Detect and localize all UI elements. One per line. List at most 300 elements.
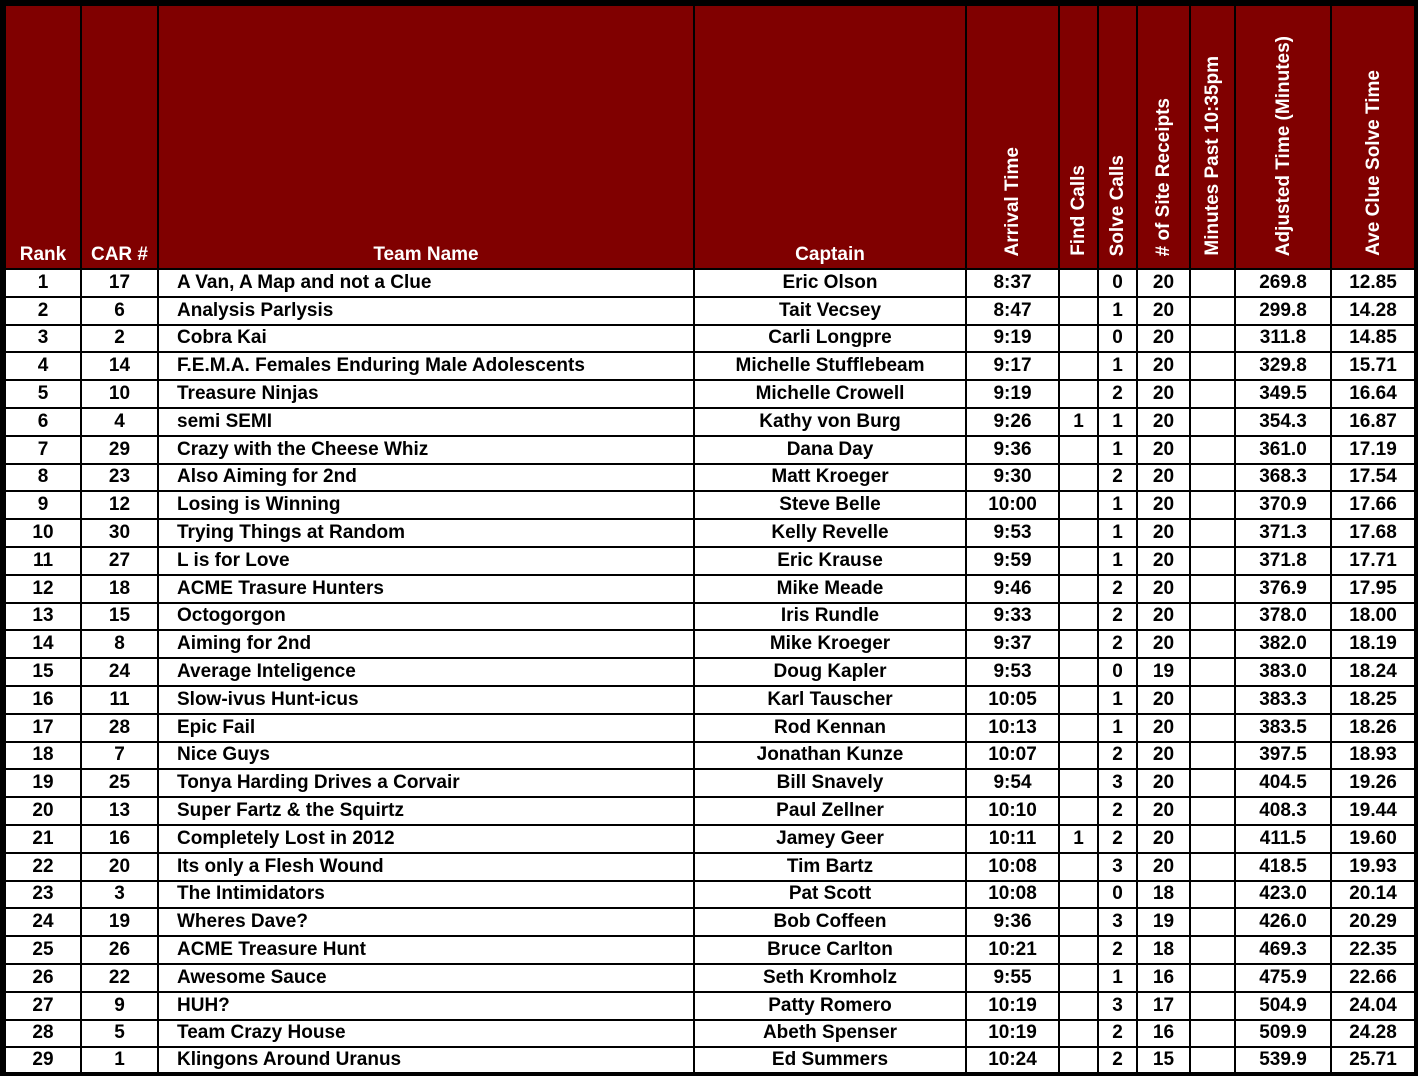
cell-captain: Eric Olson	[694, 269, 966, 297]
cell-team-name: Cobra Kai	[158, 325, 694, 353]
cell-ave-clue-solve-time: 19.93	[1331, 853, 1415, 881]
cell-site-receipts: 19	[1137, 658, 1190, 686]
cell-minutes-past	[1190, 908, 1235, 936]
cell-find-calls: 1	[1059, 825, 1098, 853]
cell-rank: 20	[5, 797, 81, 825]
cell-find-calls	[1059, 547, 1098, 575]
cell-find-calls	[1059, 380, 1098, 408]
cell-solve-calls: 1	[1098, 436, 1137, 464]
cell-minutes-past	[1190, 630, 1235, 658]
cell-car-number: 17	[81, 269, 158, 297]
table-row	[5, 769, 1415, 797]
cell-arrival-time: 9:36	[966, 908, 1059, 936]
cell-arrival-time: 10:21	[966, 936, 1059, 964]
cell-arrival-time: 9:37	[966, 630, 1059, 658]
cell-car-number: 13	[81, 797, 158, 825]
cell-captain: Iris Rundle	[694, 603, 966, 631]
table-row	[5, 436, 1415, 464]
cell-adjusted-time: 509.9	[1235, 1020, 1331, 1048]
cell-rank: 12	[5, 575, 81, 603]
cell-arrival-time: 8:37	[966, 269, 1059, 297]
cell-car-number: 9	[81, 992, 158, 1020]
table-row	[5, 742, 1415, 770]
cell-arrival-time: 10:05	[966, 686, 1059, 714]
cell-arrival-time: 9:53	[966, 658, 1059, 686]
cell-solve-calls: 1	[1098, 714, 1137, 742]
cell-site-receipts: 15	[1137, 1047, 1190, 1073]
cell-rank: 5	[5, 380, 81, 408]
cell-minutes-past	[1190, 297, 1235, 325]
cell-minutes-past	[1190, 325, 1235, 353]
cell-ave-clue-solve-time: 20.14	[1331, 881, 1415, 909]
cell-rank: 27	[5, 992, 81, 1020]
cell-rank: 29	[5, 1047, 81, 1073]
cell-find-calls	[1059, 658, 1098, 686]
cell-ave-clue-solve-time: 19.26	[1331, 769, 1415, 797]
cell-minutes-past	[1190, 408, 1235, 436]
header-find-calls-label: Find Calls	[1068, 165, 1089, 256]
cell-site-receipts: 20	[1137, 436, 1190, 464]
header-arrival-time-label: Arrival Time	[1002, 146, 1023, 256]
cell-solve-calls: 2	[1098, 603, 1137, 631]
header-minutes-past-label: Minutes Past 10:35pm	[1202, 56, 1223, 256]
cell-team-name: Crazy with the Cheese Whiz	[158, 436, 694, 464]
cell-minutes-past	[1190, 519, 1235, 547]
cell-arrival-time: 9:30	[966, 464, 1059, 492]
cell-captain: Tait Vecsey	[694, 297, 966, 325]
cell-team-name: A Van, A Map and not a Clue	[158, 269, 694, 297]
cell-car-number: 8	[81, 630, 158, 658]
cell-car-number: 10	[81, 380, 158, 408]
cell-arrival-time: 10:08	[966, 881, 1059, 909]
cell-solve-calls: 3	[1098, 908, 1137, 936]
cell-team-name: ACME Trasure Hunters	[158, 575, 694, 603]
table-row	[5, 464, 1415, 492]
cell-captain: Patty Romero	[694, 992, 966, 1020]
cell-minutes-past	[1190, 992, 1235, 1020]
cell-adjusted-time: 408.3	[1235, 797, 1331, 825]
cell-adjusted-time: 426.0	[1235, 908, 1331, 936]
cell-minutes-past	[1190, 352, 1235, 380]
cell-adjusted-time: 404.5	[1235, 769, 1331, 797]
cell-minutes-past	[1190, 742, 1235, 770]
cell-car-number: 4	[81, 408, 158, 436]
cell-captain: Steve Belle	[694, 491, 966, 519]
cell-arrival-time: 9:55	[966, 964, 1059, 992]
cell-minutes-past	[1190, 269, 1235, 297]
cell-site-receipts: 16	[1137, 1020, 1190, 1048]
cell-adjusted-time: 475.9	[1235, 964, 1331, 992]
cell-minutes-past	[1190, 853, 1235, 881]
table-row	[5, 1020, 1415, 1048]
cell-ave-clue-solve-time: 17.95	[1331, 575, 1415, 603]
table-header	[5, 5, 1415, 269]
table-row	[5, 964, 1415, 992]
header-minutes-past	[1190, 5, 1235, 269]
cell-site-receipts: 18	[1137, 936, 1190, 964]
header-site-receipts	[1137, 5, 1190, 269]
header-adjusted-time	[1235, 5, 1331, 269]
cell-minutes-past	[1190, 603, 1235, 631]
cell-car-number: 12	[81, 491, 158, 519]
cell-rank: 8	[5, 464, 81, 492]
cell-ave-clue-solve-time: 12.85	[1331, 269, 1415, 297]
table-row	[5, 825, 1415, 853]
cell-find-calls	[1059, 352, 1098, 380]
cell-adjusted-time: 370.9	[1235, 491, 1331, 519]
cell-find-calls	[1059, 853, 1098, 881]
cell-captain: Bill Snavely	[694, 769, 966, 797]
table-row	[5, 325, 1415, 353]
cell-car-number: 29	[81, 436, 158, 464]
cell-captain: Tim Bartz	[694, 853, 966, 881]
cell-arrival-time: 10:10	[966, 797, 1059, 825]
cell-minutes-past	[1190, 964, 1235, 992]
cell-solve-calls: 2	[1098, 1047, 1137, 1073]
cell-ave-clue-solve-time: 16.64	[1331, 380, 1415, 408]
cell-captain: Ed Summers	[694, 1047, 966, 1073]
cell-arrival-time: 10:13	[966, 714, 1059, 742]
cell-ave-clue-solve-time: 22.66	[1331, 964, 1415, 992]
cell-minutes-past	[1190, 575, 1235, 603]
table-row	[5, 491, 1415, 519]
cell-ave-clue-solve-time: 14.28	[1331, 297, 1415, 325]
cell-captain: Jonathan Kunze	[694, 742, 966, 770]
cell-site-receipts: 20	[1137, 547, 1190, 575]
cell-car-number: 6	[81, 297, 158, 325]
cell-solve-calls: 1	[1098, 547, 1137, 575]
cell-site-receipts: 19	[1137, 908, 1190, 936]
cell-arrival-time: 8:47	[966, 297, 1059, 325]
cell-ave-clue-solve-time: 18.25	[1331, 686, 1415, 714]
cell-team-name: Wheres Dave?	[158, 908, 694, 936]
cell-rank: 16	[5, 686, 81, 714]
cell-rank: 18	[5, 742, 81, 770]
cell-rank: 7	[5, 436, 81, 464]
cell-solve-calls: 2	[1098, 630, 1137, 658]
cell-team-name: F.E.M.A. Females Enduring Male Adolescents	[158, 352, 694, 380]
cell-site-receipts: 20	[1137, 825, 1190, 853]
header-solve-calls	[1098, 5, 1137, 269]
cell-find-calls	[1059, 936, 1098, 964]
cell-captain: Doug Kapler	[694, 658, 966, 686]
cell-minutes-past	[1190, 797, 1235, 825]
cell-captain: Karl Tauscher	[694, 686, 966, 714]
cell-find-calls	[1059, 686, 1098, 714]
cell-minutes-past	[1190, 380, 1235, 408]
cell-team-name: Awesome Sauce	[158, 964, 694, 992]
cell-ave-clue-solve-time: 24.04	[1331, 992, 1415, 1020]
cell-site-receipts: 20	[1137, 352, 1190, 380]
cell-rank: 3	[5, 325, 81, 353]
cell-adjusted-time: 397.5	[1235, 742, 1331, 770]
cell-solve-calls: 1	[1098, 408, 1137, 436]
cell-ave-clue-solve-time: 18.26	[1331, 714, 1415, 742]
cell-adjusted-time: 383.5	[1235, 714, 1331, 742]
table-row	[5, 380, 1415, 408]
cell-captain: Kelly Revelle	[694, 519, 966, 547]
cell-ave-clue-solve-time: 22.35	[1331, 936, 1415, 964]
cell-captain: Dana Day	[694, 436, 966, 464]
cell-find-calls	[1059, 714, 1098, 742]
cell-rank: 1	[5, 269, 81, 297]
cell-car-number: 24	[81, 658, 158, 686]
cell-rank: 10	[5, 519, 81, 547]
cell-solve-calls: 3	[1098, 853, 1137, 881]
cell-site-receipts: 20	[1137, 853, 1190, 881]
cell-minutes-past	[1190, 547, 1235, 575]
header-find-calls	[1059, 5, 1098, 269]
cell-site-receipts: 20	[1137, 519, 1190, 547]
cell-car-number: 26	[81, 936, 158, 964]
cell-captain: Bruce Carlton	[694, 936, 966, 964]
cell-site-receipts: 20	[1137, 269, 1190, 297]
table-row	[5, 603, 1415, 631]
cell-find-calls	[1059, 992, 1098, 1020]
cell-rank: 17	[5, 714, 81, 742]
cell-site-receipts: 20	[1137, 797, 1190, 825]
cell-arrival-time: 9:19	[966, 325, 1059, 353]
table-row	[5, 853, 1415, 881]
cell-adjusted-time: 378.0	[1235, 603, 1331, 631]
cell-adjusted-time: 269.8	[1235, 269, 1331, 297]
cell-find-calls	[1059, 630, 1098, 658]
cell-rank: 14	[5, 630, 81, 658]
cell-arrival-time: 9:36	[966, 436, 1059, 464]
cell-ave-clue-solve-time: 24.28	[1331, 1020, 1415, 1048]
cell-find-calls	[1059, 797, 1098, 825]
cell-team-name: HUH?	[158, 992, 694, 1020]
cell-team-name: Trying Things at Random	[158, 519, 694, 547]
cell-rank: 22	[5, 853, 81, 881]
header-captain: Captain	[694, 5, 966, 269]
cell-find-calls	[1059, 881, 1098, 909]
cell-team-name: Klingons Around Uranus	[158, 1047, 694, 1073]
cell-car-number: 7	[81, 742, 158, 770]
cell-team-name: ACME Treasure Hunt	[158, 936, 694, 964]
cell-site-receipts: 16	[1137, 964, 1190, 992]
cell-captain: Michelle Stufflebeam	[694, 352, 966, 380]
cell-solve-calls: 2	[1098, 575, 1137, 603]
header-solve-calls-label: Solve Calls	[1107, 154, 1128, 256]
header-adjusted-time-label: Adjusted Time (Minutes)	[1272, 35, 1294, 256]
cell-minutes-past	[1190, 825, 1235, 853]
cell-captain: Michelle Crowell	[694, 380, 966, 408]
header-site-receipts-label: # of Site Receipts	[1153, 97, 1174, 256]
cell-solve-calls: 1	[1098, 686, 1137, 714]
cell-team-name: Average Inteligence	[158, 658, 694, 686]
cell-team-name: Nice Guys	[158, 742, 694, 770]
cell-minutes-past	[1190, 436, 1235, 464]
cell-team-name: Super Fartz & the Squirtz	[158, 797, 694, 825]
cell-find-calls	[1059, 1047, 1098, 1073]
cell-rank: 13	[5, 603, 81, 631]
cell-adjusted-time: 539.9	[1235, 1047, 1331, 1073]
cell-car-number: 27	[81, 547, 158, 575]
cell-rank: 21	[5, 825, 81, 853]
cell-site-receipts: 20	[1137, 325, 1190, 353]
cell-arrival-time: 9:19	[966, 380, 1059, 408]
cell-solve-calls: 2	[1098, 825, 1137, 853]
cell-minutes-past	[1190, 1047, 1235, 1073]
cell-site-receipts: 18	[1137, 881, 1190, 909]
cell-ave-clue-solve-time: 20.29	[1331, 908, 1415, 936]
table-row	[5, 658, 1415, 686]
cell-arrival-time: 10:08	[966, 853, 1059, 881]
cell-car-number: 14	[81, 352, 158, 380]
cell-ave-clue-solve-time: 18.93	[1331, 742, 1415, 770]
cell-find-calls	[1059, 908, 1098, 936]
cell-adjusted-time: 504.9	[1235, 992, 1331, 1020]
cell-adjusted-time: 469.3	[1235, 936, 1331, 964]
cell-adjusted-time: 371.3	[1235, 519, 1331, 547]
cell-find-calls	[1059, 464, 1098, 492]
cell-adjusted-time: 418.5	[1235, 853, 1331, 881]
cell-rank: 4	[5, 352, 81, 380]
cell-adjusted-time: 411.5	[1235, 825, 1331, 853]
cell-adjusted-time: 311.8	[1235, 325, 1331, 353]
cell-adjusted-time: 299.8	[1235, 297, 1331, 325]
cell-arrival-time: 9:33	[966, 603, 1059, 631]
cell-solve-calls: 2	[1098, 742, 1137, 770]
cell-captain: Paul Zellner	[694, 797, 966, 825]
cell-rank: 11	[5, 547, 81, 575]
cell-arrival-time: 10:24	[966, 1047, 1059, 1073]
cell-rank: 26	[5, 964, 81, 992]
cell-team-name: Tonya Harding Drives a Corvair	[158, 769, 694, 797]
cell-solve-calls: 0	[1098, 658, 1137, 686]
cell-site-receipts: 20	[1137, 297, 1190, 325]
cell-car-number: 16	[81, 825, 158, 853]
cell-adjusted-time: 361.0	[1235, 436, 1331, 464]
table-row	[5, 881, 1415, 909]
cell-site-receipts: 20	[1137, 714, 1190, 742]
cell-find-calls	[1059, 491, 1098, 519]
table-row	[5, 1047, 1415, 1073]
cell-rank: 6	[5, 408, 81, 436]
table-row	[5, 547, 1415, 575]
cell-find-calls	[1059, 769, 1098, 797]
cell-adjusted-time: 354.3	[1235, 408, 1331, 436]
cell-team-name: Epic Fail	[158, 714, 694, 742]
cell-team-name: Its only a Flesh Wound	[158, 853, 694, 881]
cell-find-calls	[1059, 742, 1098, 770]
cell-site-receipts: 20	[1137, 769, 1190, 797]
cell-team-name: Losing is Winning	[158, 491, 694, 519]
cell-site-receipts: 20	[1137, 603, 1190, 631]
cell-captain: Bob Coffeen	[694, 908, 966, 936]
cell-find-calls	[1059, 575, 1098, 603]
header-car-number: CAR #	[81, 5, 158, 269]
cell-car-number: 3	[81, 881, 158, 909]
header-ave-clue-solve-time-label: Ave Clue Solve Time	[1362, 70, 1384, 256]
cell-ave-clue-solve-time: 17.71	[1331, 547, 1415, 575]
cell-minutes-past	[1190, 769, 1235, 797]
cell-rank: 9	[5, 491, 81, 519]
cell-solve-calls: 1	[1098, 297, 1137, 325]
cell-site-receipts: 20	[1137, 742, 1190, 770]
cell-car-number: 19	[81, 908, 158, 936]
cell-adjusted-time: 329.8	[1235, 352, 1331, 380]
cell-solve-calls: 1	[1098, 491, 1137, 519]
cell-team-name: Treasure Ninjas	[158, 380, 694, 408]
cell-adjusted-time: 371.8	[1235, 547, 1331, 575]
cell-site-receipts: 20	[1137, 630, 1190, 658]
cell-car-number: 18	[81, 575, 158, 603]
cell-solve-calls: 0	[1098, 269, 1137, 297]
cell-site-receipts: 20	[1137, 491, 1190, 519]
cell-ave-clue-solve-time: 25.71	[1331, 1047, 1415, 1073]
cell-car-number: 30	[81, 519, 158, 547]
table-row	[5, 408, 1415, 436]
cell-arrival-time: 9:59	[966, 547, 1059, 575]
cell-captain: Jamey Geer	[694, 825, 966, 853]
cell-team-name: L is for Love	[158, 547, 694, 575]
cell-arrival-time: 10:00	[966, 491, 1059, 519]
cell-team-name: Octogorgon	[158, 603, 694, 631]
cell-rank: 23	[5, 881, 81, 909]
cell-minutes-past	[1190, 881, 1235, 909]
cell-minutes-past	[1190, 1020, 1235, 1048]
table-row	[5, 297, 1415, 325]
cell-adjusted-time: 383.3	[1235, 686, 1331, 714]
cell-find-calls: 1	[1059, 408, 1098, 436]
cell-rank: 15	[5, 658, 81, 686]
cell-find-calls	[1059, 964, 1098, 992]
cell-arrival-time: 9:46	[966, 575, 1059, 603]
table-row	[5, 797, 1415, 825]
cell-rank: 19	[5, 769, 81, 797]
table-row	[5, 992, 1415, 1020]
cell-captain: Seth Kromholz	[694, 964, 966, 992]
cell-solve-calls: 2	[1098, 936, 1137, 964]
cell-car-number: 20	[81, 853, 158, 881]
table-row	[5, 936, 1415, 964]
cell-adjusted-time: 349.5	[1235, 380, 1331, 408]
table-row	[5, 269, 1415, 297]
cell-car-number: 11	[81, 686, 158, 714]
cell-solve-calls: 0	[1098, 325, 1137, 353]
cell-solve-calls: 2	[1098, 797, 1137, 825]
cell-find-calls	[1059, 1020, 1098, 1048]
cell-minutes-past	[1190, 936, 1235, 964]
cell-site-receipts: 20	[1137, 380, 1190, 408]
cell-ave-clue-solve-time: 17.19	[1331, 436, 1415, 464]
cell-find-calls	[1059, 297, 1098, 325]
table-row	[5, 519, 1415, 547]
cell-car-number: 15	[81, 603, 158, 631]
cell-captain: Carli Longpre	[694, 325, 966, 353]
cell-minutes-past	[1190, 714, 1235, 742]
cell-team-name: Also Aiming for 2nd	[158, 464, 694, 492]
cell-site-receipts: 20	[1137, 575, 1190, 603]
cell-car-number: 2	[81, 325, 158, 353]
cell-find-calls	[1059, 269, 1098, 297]
cell-minutes-past	[1190, 658, 1235, 686]
cell-solve-calls: 3	[1098, 769, 1137, 797]
cell-captain: Abeth Spenser	[694, 1020, 966, 1048]
cell-team-name: Completely Lost in 2012	[158, 825, 694, 853]
cell-ave-clue-solve-time: 17.54	[1331, 464, 1415, 492]
cell-captain: Pat Scott	[694, 881, 966, 909]
cell-ave-clue-solve-time: 18.00	[1331, 603, 1415, 631]
cell-solve-calls: 0	[1098, 881, 1137, 909]
table-row	[5, 575, 1415, 603]
cell-arrival-time: 9:54	[966, 769, 1059, 797]
cell-solve-calls: 2	[1098, 1020, 1137, 1048]
cell-ave-clue-solve-time: 19.60	[1331, 825, 1415, 853]
header-arrival-time	[966, 5, 1059, 269]
